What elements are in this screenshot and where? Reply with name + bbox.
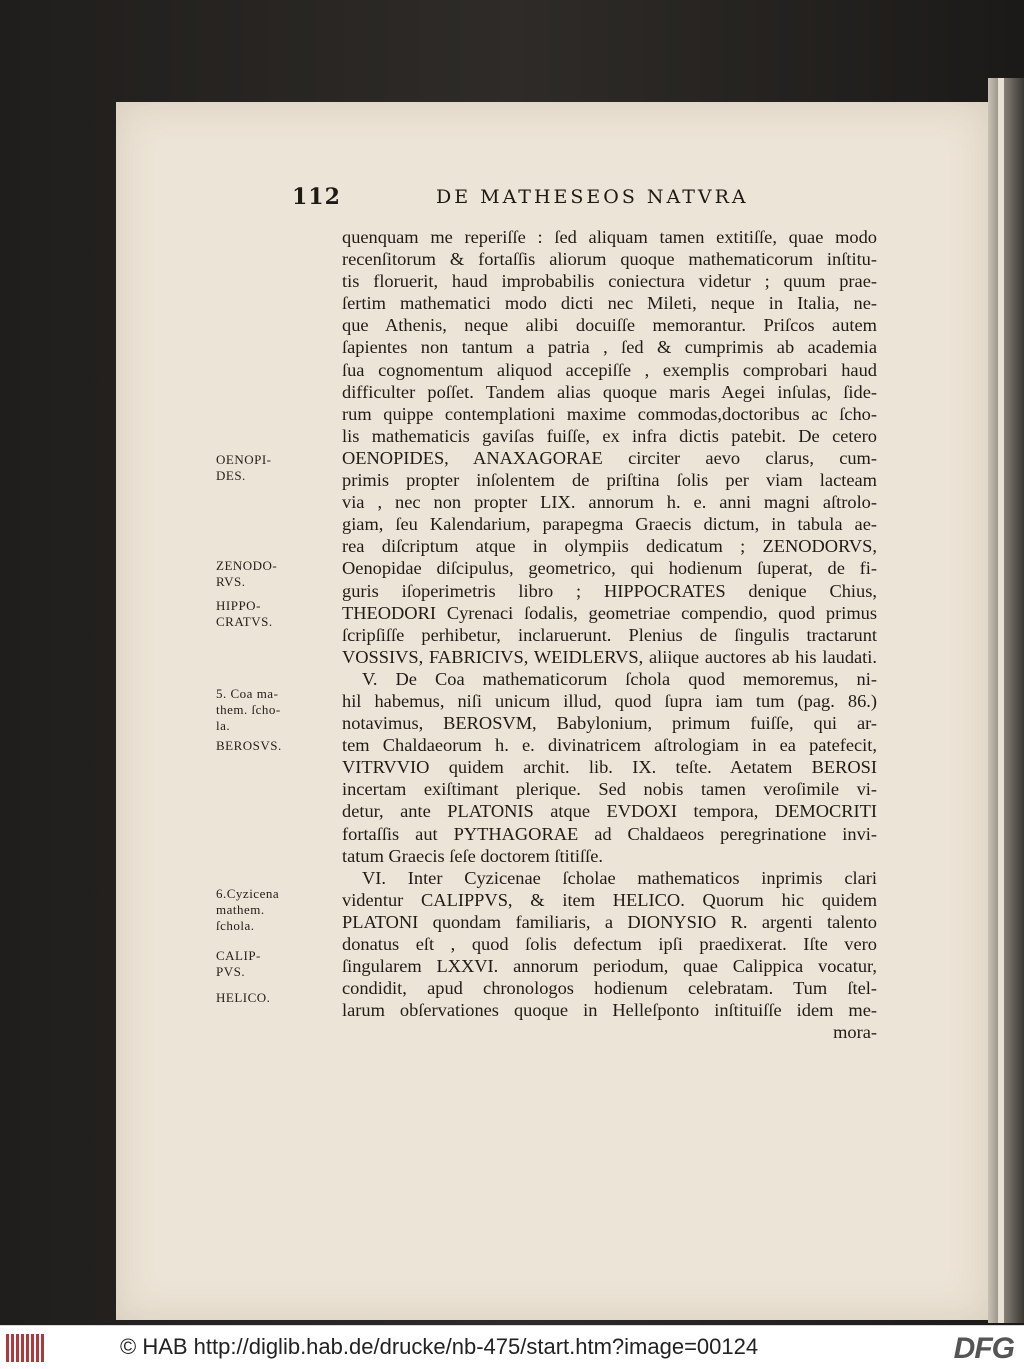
running-head	[292, 184, 892, 212]
text-line: giam, ſeu Kalendarium, parapegma Graecis dictum, in tabula ae-	[342, 514, 877, 535]
margin-note-line: DES.	[216, 468, 246, 483]
margin-note-calippus	[216, 948, 298, 980]
text-line: incertam exiſtimant plerique. Sed nobis tamen veroſimile vi-	[342, 779, 877, 800]
text-line: condidit, apud chronologos hodienum celebratam. Tum ſtel-	[342, 978, 877, 999]
text-line: VITRVVIO quidem archit. lib. IX. teſte. Aetatem BEROSI	[342, 757, 877, 778]
text-line: VOSSIVS, FABRICIVS, WEIDLERVS, aliique auctores ab his laudati.	[342, 646, 877, 667]
margin-note-cyzicena-schola	[216, 886, 298, 934]
text-line: fortaſſis aut PYTHAGORAE ad Chaldaeos peregrinatione invi-	[342, 823, 877, 844]
margin-note-hippocratus	[216, 598, 298, 630]
page-edge-strip	[998, 78, 1004, 1323]
text-line: tis floruerit, haud improbabilis coniectura videtur ; quum prae-	[342, 271, 877, 292]
margin-note-berosus	[216, 738, 298, 754]
margin-note-zenodorus	[216, 558, 298, 590]
margin-note-line: PVS.	[216, 964, 246, 979]
text-line: videntur CALIPPVS, & item HELICO. Quorum hic quidem	[342, 889, 877, 910]
margin-note-oenopides	[216, 452, 298, 484]
page-number: 112	[292, 184, 341, 210]
text-line: que Athenis, neque alibi docuiſſe memorantur. Priſcos autem	[342, 315, 877, 336]
margin-note-line: RVS.	[216, 574, 246, 589]
text-line: via , nec non propter LIX. annorum h. e. anni magni aſtrolo-	[342, 492, 877, 513]
text-line: THEODORI Cyrenaci ſodalis, geometriae compendio, quod primus	[342, 602, 877, 623]
text-line: lis mathematicis gaviſas fuiſſe, ex infra dictis patebit. De cetero	[342, 425, 877, 446]
text-line: V. De Coa mathematicorum ſchola quod memoremus, ni-	[362, 668, 877, 689]
page-header: DE MATHESEOS NATVRA	[436, 186, 749, 208]
text-line: tatum Graecis ſeſe doctorem ſtitiſſe.	[342, 845, 603, 866]
text-line: recenſitorum & fortaſſis aliorum quoque mathematicorum inſtitu-	[342, 249, 877, 270]
page-edge	[988, 78, 1024, 1323]
text-line: difficulter poſſet. Tandem alias quoque maris Aegei inſulas, ſide-	[342, 381, 877, 402]
margin-note-line: la.	[216, 718, 231, 733]
text-line: detur, ante PLATONIS atque EVDOXI tempora, DEMOCRITI	[342, 801, 877, 822]
text-line: guris iſoperimetris libro ; HIPPOCRATES denique Chius,	[342, 580, 877, 601]
text-line: VI. Inter Cyzicenae ſcholae mathematicos inprimis clari	[362, 867, 877, 888]
margin-note-line: BEROSVS.	[216, 738, 282, 753]
text-line: primis propter inſolentem de priſtina ſolis per viam lacteam	[342, 470, 877, 491]
text-line: rea diſcriptum atque in olympiis dedicatum ; ZENODORVS,	[342, 536, 877, 557]
text-line: ſcripſiſſe perhibetur, inclaruerunt. Plenius de ſingulis tractarunt	[342, 624, 877, 645]
text-line: mora-	[833, 1022, 877, 1043]
text-line: OENOPIDES, ANAXAGORAE circiter aevo clarus, cum-	[342, 447, 877, 468]
text-line: quenquam me reperiſſe : ſed aliquam tamen extitiſſe, quae modo	[342, 227, 877, 247]
text-line: PLATONI quondam familiaris, a DIONYSIO R. argenti talento	[342, 911, 877, 932]
hab-barcode-icon	[6, 1334, 46, 1362]
text-line: tem Chaldaeorum h. e. divinatricem aſtrologiam in ea patefecit,	[342, 735, 877, 756]
margin-note-helico	[216, 990, 298, 1006]
margin-note-line: HELICO.	[216, 990, 271, 1005]
text-line: Oenopidae diſcipulus, geometrico, qui hodienum ſuperat, de fi-	[342, 558, 877, 579]
text-line: rum quippe contemplationi maxime commodas,doctoribus ac ſcho-	[342, 403, 877, 424]
margin-note-line: OENOPI-	[216, 452, 272, 467]
text-line: donatus eſt , quod ſolis defectum ipſi praedixerat. Iſte vero	[342, 934, 877, 954]
text-line: ſapientes non tantum a patria , ſed & cumprimis ab academia	[342, 337, 877, 358]
text-line: ſertim mathematici modo dicti nec Mileti, neque in Italia, ne-	[342, 293, 877, 314]
dfg-logo: DFG	[953, 1332, 1014, 1365]
margin-note-line: them. ſcho-	[216, 702, 281, 717]
margin-note-line: HIPPO-	[216, 598, 261, 613]
copyright-url[interactable]: © HAB http://diglib.hab.de/drucke/nb-475/start.htm?image=00124	[120, 1334, 759, 1359]
text-line: hil habemus, niſi unicum illud, quod ſupra iam tum (pag. 86.)	[342, 690, 877, 711]
margin-note-line: ZENODO-	[216, 558, 278, 573]
margin-note-line: mathem.	[216, 902, 265, 917]
margin-note-line: CRATVS.	[216, 614, 273, 629]
margin-note-coa-schola	[216, 686, 298, 734]
text-line: ſua cognomentum aliquod accepiſſe , exemplis comprobari haud	[342, 359, 877, 380]
text-line: notavimus, BEROSVM, Babylonium, primum fuiſſe, qui ar-	[342, 713, 877, 734]
margin-note-line: 6.Cyzicena	[216, 886, 280, 901]
margin-note-line: ſchola.	[216, 918, 255, 933]
margin-note-line: CALIP-	[216, 948, 261, 963]
text-line: larum obſervationes quoque in Helleſponto inſtituiſſe idem me-	[342, 1000, 877, 1021]
body-text	[342, 226, 877, 1043]
footer-bar	[0, 1325, 1024, 1369]
text-line: ſingularem LXXVI. annorum periodum, quae Calippica vocatur,	[342, 956, 877, 977]
margin-note-line: 5. Coa ma-	[216, 686, 279, 701]
